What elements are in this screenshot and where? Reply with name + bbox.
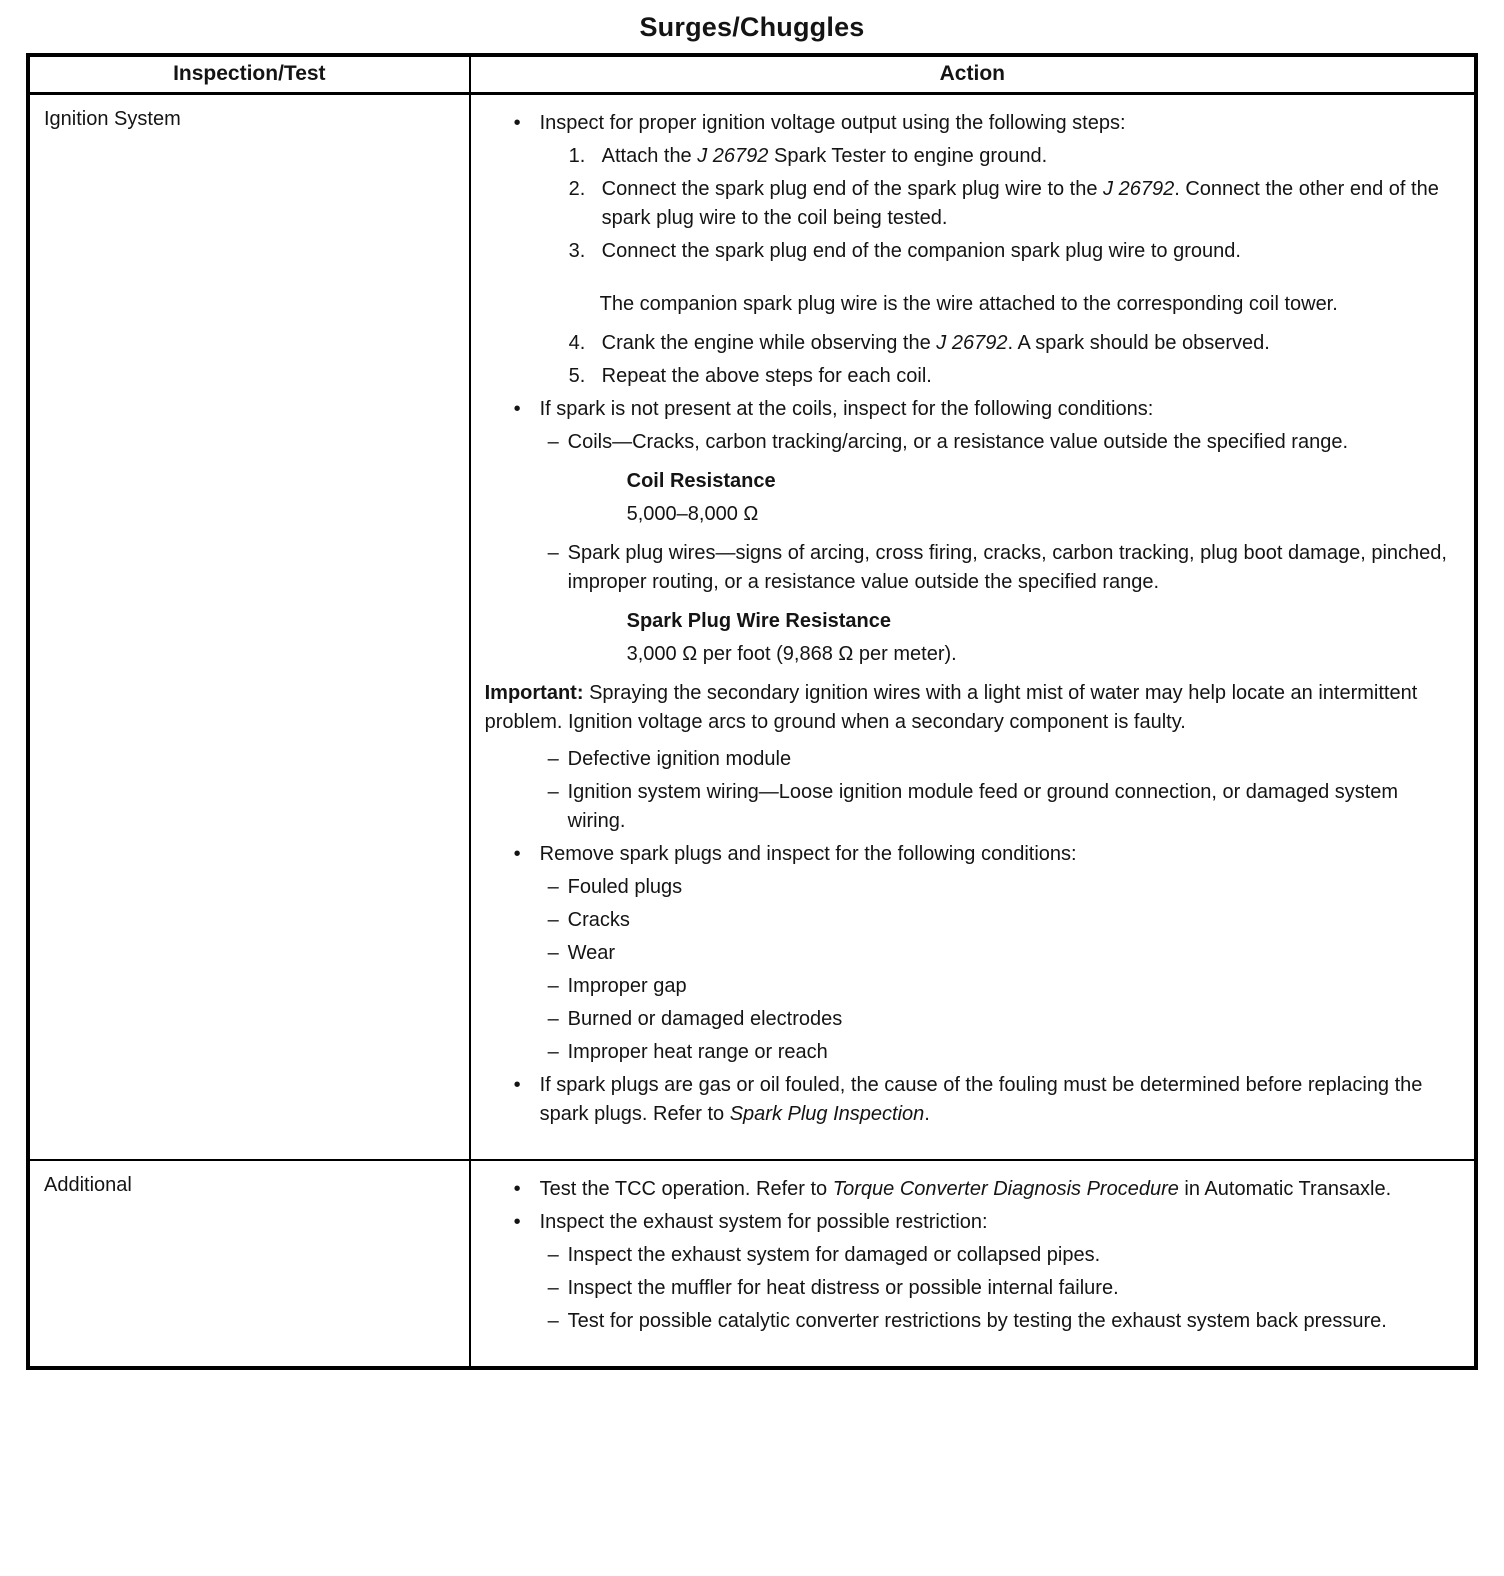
text: Test for possible catalytic converter restrictions by testing the exhaust system back pressure.: [567, 1310, 1387, 1332]
action-dash-item: [548, 1307, 1456, 1336]
inspection-cell: Ignition System: [28, 94, 470, 1161]
table-header: [28, 55, 1476, 94]
bullet-icon: •: [513, 112, 521, 134]
item-text: [568, 873, 1456, 902]
action-bullet-item: [514, 840, 1456, 869]
action-dash-item: [548, 873, 1456, 902]
dash-marker: –: [547, 1008, 559, 1030]
action-bullet-item: [514, 1071, 1456, 1129]
action-bullet-item: [514, 1208, 1456, 1237]
text: Spark Plug Wire Resistance: [626, 610, 891, 632]
dash-marker: –: [547, 431, 559, 453]
item-text: [602, 237, 1456, 266]
text: Remove spark plugs and inspect for the following conditions:: [539, 843, 1077, 865]
text: Inspect the exhaust system for damaged or collapsed pipes.: [567, 1244, 1101, 1266]
text: in Automatic Transaxle.: [1178, 1178, 1392, 1200]
text: Spraying the secondary ignition wires with a light mist of water may help locate an intermittent problem. Ignition voltage arcs to ground when a secondary component is faulty.: [484, 682, 1418, 733]
item-text: [568, 428, 1456, 457]
action-bullet-item: [514, 395, 1456, 424]
action-paragraph: [600, 290, 1456, 319]
dash-marker: –: [547, 542, 559, 564]
item-text: [602, 175, 1456, 233]
action-cell: [470, 1160, 1476, 1368]
action-cell: [470, 94, 1476, 1161]
action-numbered-item: [569, 175, 1456, 233]
action-dash-item: [548, 939, 1456, 968]
text: If spark plugs are gas or oil fouled, the cause of the fouling must be determined before replacing the spark plugs. Refer to: [539, 1074, 1423, 1125]
item-text: [540, 1071, 1456, 1129]
italic-text: J 26792: [1103, 178, 1175, 200]
text: . Connect the other end of the spark plug wire to the coil being tested.: [601, 178, 1439, 229]
number-marker: 3.: [568, 240, 586, 262]
text: Coils—Cracks, carbon tracking/arcing, or a resistance value outside the specified range.: [567, 431, 1349, 453]
number-marker: 2.: [568, 178, 586, 200]
header-action: Action: [470, 55, 1476, 94]
italic-text: J 26792: [936, 332, 1008, 354]
item-text: [602, 142, 1456, 171]
action-dash-item: [548, 972, 1456, 1001]
item-text: [540, 840, 1456, 869]
item-text: [540, 109, 1456, 138]
text: Spark Tester to engine ground.: [768, 145, 1048, 167]
text: Defective ignition module: [567, 748, 792, 770]
diagnostic-table-body: [28, 94, 1476, 1369]
text: The companion spark plug wire is the wire attached to the corresponding coil tower.: [599, 293, 1338, 315]
header-inspection-test: Inspection/Test: [28, 55, 470, 94]
dash-marker: –: [547, 876, 559, 898]
text: Improper heat range or reach: [567, 1041, 828, 1063]
dash-marker: –: [547, 1277, 559, 1299]
number-marker: 5.: [568, 365, 586, 387]
text: Connect the spark plug end of the companion spark plug wire to ground.: [601, 240, 1241, 262]
text: .: [924, 1103, 930, 1125]
page-title: Surges/Chuggles: [639, 12, 865, 42]
item-text: [568, 1005, 1456, 1034]
item-text: [568, 939, 1456, 968]
action-subheading: [627, 467, 1456, 496]
dash-marker: –: [547, 748, 559, 770]
action-bullet-item: [514, 109, 1456, 138]
action-dash-item: [548, 1038, 1456, 1067]
text: Burned or damaged electrodes: [567, 1008, 843, 1030]
item-text: [568, 906, 1456, 935]
bullet-icon: •: [513, 1211, 521, 1233]
text: 5,000–8,000 Ω: [626, 503, 759, 525]
dash-marker: –: [547, 1310, 559, 1332]
number-marker: 4.: [568, 332, 586, 354]
bullet-icon: •: [513, 1178, 521, 1200]
action-dash-item: [548, 1274, 1456, 1303]
bullet-icon: •: [513, 843, 521, 865]
item-text: [540, 1175, 1456, 1204]
text: Repeat the above steps for each coil.: [601, 365, 932, 387]
action-subvalue: [627, 500, 1456, 529]
text: Test the TCC operation. Refer to: [539, 1178, 833, 1200]
bullet-icon: •: [513, 1074, 521, 1096]
action-dash-item: [548, 906, 1456, 935]
header-row: [28, 55, 1476, 94]
text: 3,000 Ω per foot (9,868 Ω per meter).: [626, 643, 957, 665]
item-text: [568, 745, 1456, 774]
italic-text: J 26792: [697, 145, 769, 167]
action-dash-item: [548, 539, 1456, 597]
dash-marker: –: [547, 1041, 559, 1063]
text: Wear: [567, 942, 616, 964]
action-dash-item: [548, 1005, 1456, 1034]
text: If spark is not present at the coils, inspect for the following conditions:: [539, 398, 1154, 420]
text: Inspect for proper ignition voltage output using the following steps:: [539, 112, 1126, 134]
italic-text: Spark Plug Inspection: [729, 1103, 925, 1125]
diagnostic-table: [26, 53, 1478, 1370]
action-numbered-item: [569, 329, 1456, 358]
dash-marker: –: [547, 909, 559, 931]
action-numbered-item: [569, 142, 1456, 171]
item-text: [568, 1038, 1456, 1067]
action-subvalue: [627, 640, 1456, 669]
item-text: [540, 395, 1456, 424]
item-text: [568, 1307, 1456, 1336]
dash-marker: –: [547, 1244, 559, 1266]
action-numbered-item: [569, 237, 1456, 266]
item-text: [568, 778, 1456, 836]
item-text: [568, 539, 1456, 597]
action-numbered-item: [569, 362, 1456, 391]
action-dash-item: [548, 778, 1456, 836]
dash-marker: –: [547, 942, 559, 964]
text: Connect the spark plug end of the spark plug wire to the: [601, 178, 1104, 200]
item-text: [602, 329, 1456, 358]
text: . A spark should be observed.: [1007, 332, 1270, 354]
text: Ignition system wiring—Loose ignition module feed or ground connection, or damaged system wiring.: [567, 781, 1399, 832]
item-text: [568, 972, 1456, 1001]
dash-marker: –: [547, 975, 559, 997]
text: Fouled plugs: [567, 876, 683, 898]
text: Attach the: [601, 145, 698, 167]
text: Improper gap: [567, 975, 687, 997]
dash-marker: –: [547, 781, 559, 803]
bold-text: Important:: [484, 682, 584, 704]
action-bullet-item: [514, 1175, 1456, 1204]
italic-text: Torque Converter Diagnosis Procedure: [832, 1178, 1179, 1200]
action-dash-item: [548, 428, 1456, 457]
action-dash-item: [548, 745, 1456, 774]
action-important-note: [485, 679, 1456, 737]
table-row: [28, 94, 1476, 1161]
text: Coil Resistance: [626, 470, 776, 492]
text: Cracks: [567, 909, 630, 931]
item-text: [602, 362, 1456, 391]
table-row: [28, 1160, 1476, 1368]
bullet-icon: •: [513, 398, 521, 420]
text: Crank the engine while observing the: [601, 332, 937, 354]
text: Inspect the muffler for heat distress or possible internal failure.: [567, 1277, 1119, 1299]
item-text: [568, 1241, 1456, 1270]
action-dash-item: [548, 1241, 1456, 1270]
text: Inspect the exhaust system for possible restriction:: [539, 1211, 988, 1233]
text: Spark plug wires—signs of arcing, cross firing, cracks, carbon tracking, plug boot damage, pinched, improper routing, or a resistance value outside the specified range.: [567, 542, 1447, 593]
number-marker: 1.: [568, 145, 586, 167]
item-text: [568, 1274, 1456, 1303]
action-subheading: [627, 607, 1456, 636]
inspection-cell: Additional: [28, 1160, 470, 1368]
item-text: [540, 1208, 1456, 1237]
